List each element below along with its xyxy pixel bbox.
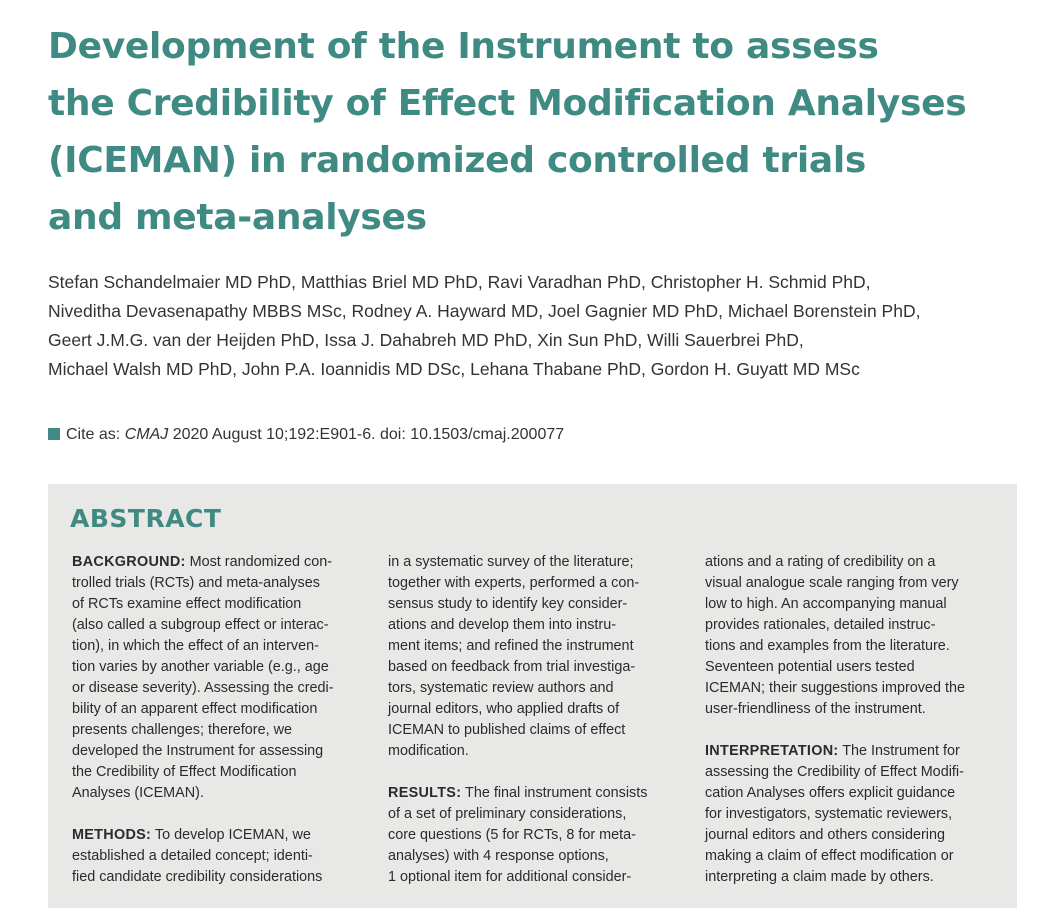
background-first-line: Most randomized con- (189, 554, 332, 570)
abstract-box (48, 484, 1017, 908)
abstract-line: journal editors, who applied drafts of (388, 701, 620, 717)
abstract-line: based on feedback from trial investiga- (388, 659, 636, 675)
abstract-column-2 (388, 552, 688, 888)
abstract-line: tors, systematic review authors and (388, 680, 614, 696)
abstract-line: core questions (5 for RCTs, 8 for meta- (388, 827, 636, 843)
cite-details: 2020 August 10;192:E901-6. doi: 10.1503/cmaj.200077 (172, 426, 565, 443)
abstract-line: Analyses (ICEMAN). (72, 785, 204, 801)
title-line: (ICEMAN) in randomized controlled trials (48, 140, 867, 181)
abstract-line: ment items; and refined the instrument (388, 638, 634, 654)
abstract-line: ations and develop them into instru- (388, 617, 616, 633)
abstract-line: making a claim of effect modification or (705, 848, 954, 864)
abstract-line: Seventeen potential users tested (705, 659, 915, 675)
abstract-line: 1 optional item for additional consider- (388, 869, 632, 885)
abstract-line: ICEMAN to published claims of effect (388, 722, 626, 738)
cite-journal: CMAJ (124, 426, 169, 443)
abstract-line: or disease severity). Assessing the credi- (72, 680, 334, 696)
results-heading: RESULTS: (388, 785, 462, 801)
abstract-line: the Credibility of Effect Modification (72, 764, 297, 780)
abstract-line: cation Analyses offers explicit guidance (705, 785, 956, 801)
abstract-line: bility of an apparent effect modification (72, 701, 318, 717)
citation-square-marker (48, 428, 60, 440)
author-list (48, 268, 1048, 384)
abstract-line (388, 783, 688, 804)
author-line: Geert J.M.G. van der Heijden PhD, Issa J. Dahabreh MD PhD, Xin Sun PhD, Willi Sauerbrei PhD, (48, 330, 804, 350)
title-line: and meta-analyses (48, 197, 427, 238)
abstract-line: assessing the Credibility of Effect Modifi- (705, 764, 964, 780)
abstract-line: trolled trials (RCTs) and meta-analyses (72, 575, 320, 591)
background-heading: BACKGROUND: (72, 554, 186, 570)
abstract-line: for investigators, systematic reviewers, (705, 806, 953, 822)
abstract-line: sensus study to identify key consider- (388, 596, 628, 612)
abstract-line (72, 552, 364, 573)
abstract-line: together with experts, performed a con- (388, 575, 640, 591)
interpretation-heading: INTERPRETATION: (705, 743, 839, 759)
methods-first-line: To develop ICEMAN, we (154, 827, 311, 843)
interpretation-first-line: The Instrument for (842, 743, 960, 759)
abstract-line: ICEMAN; their suggestions improved the (705, 680, 965, 696)
abstract-line: fied candidate credibility considerations (72, 869, 323, 885)
abstract-line: low to high. An accompanying manual (705, 596, 947, 612)
abstract-line: analyses) with 4 response options, (388, 848, 609, 864)
paragraph-gap (388, 762, 688, 783)
abstract-line: (also called a subgroup effect or interac- (72, 617, 329, 633)
title-line: the Credibility of Effect Modification Analyses (48, 83, 967, 124)
abstract-heading: ABSTRACT (70, 504, 222, 533)
abstract-line: visual analogue scale ranging from very (705, 575, 959, 591)
title-line: Development of the Instrument to assess (48, 26, 879, 67)
paragraph-gap (705, 720, 1001, 741)
abstract-line: in a systematic survey of the literature; (388, 554, 634, 570)
results-first-line: The final instrument consists (465, 785, 648, 801)
author-line: Stefan Schandelmaier MD PhD, Matthias Briel MD PhD, Ravi Varadhan PhD, Christopher H. Schmid PhD, (48, 272, 871, 292)
abstract-line: user-friendliness of the instrument. (705, 701, 926, 717)
abstract-column-3 (705, 552, 1001, 888)
abstract-line: established a detailed concept; identi- (72, 848, 313, 864)
abstract-line: of RCTs examine effect modification (72, 596, 302, 612)
abstract-line (705, 741, 1001, 762)
abstract-line: provides rationales, detailed instruc- (705, 617, 936, 633)
abstract-line: ations and a rating of credibility on a (705, 554, 936, 570)
methods-heading: METHODS: (72, 827, 152, 843)
author-line: Michael Walsh MD PhD, John P.A. Ioannidis MD DSc, Lehana Thabane PhD, Gordon H. Guyatt MD MSc (48, 359, 860, 379)
abstract-column-1 (72, 552, 364, 888)
abstract-line: tion varies by another variable (e.g., age (72, 659, 329, 675)
abstract-line: tions and examples from the literature. (705, 638, 950, 654)
abstract-line: tion), in which the effect of an interven- (72, 638, 319, 654)
cite-prefix: Cite as: (66, 426, 121, 443)
abstract-line: journal editors and others considering (705, 827, 945, 843)
abstract-line (72, 825, 364, 846)
abstract-line: of a set of preliminary considerations, (388, 806, 627, 822)
abstract-line: developed the Instrument for assessing (72, 743, 324, 759)
abstract-line: presents challenges; therefore, we (72, 722, 292, 738)
article-title (48, 18, 1048, 246)
citation (48, 424, 564, 446)
abstract-line: interpreting a claim made by others. (705, 869, 934, 885)
author-line: Niveditha Devasenapathy MBBS MSc, Rodney A. Hayward MD, Joel Gagnier MD PhD, Michael Borenstein PhD, (48, 301, 921, 321)
abstract-line: modification. (388, 743, 469, 759)
paragraph-gap (72, 804, 364, 825)
